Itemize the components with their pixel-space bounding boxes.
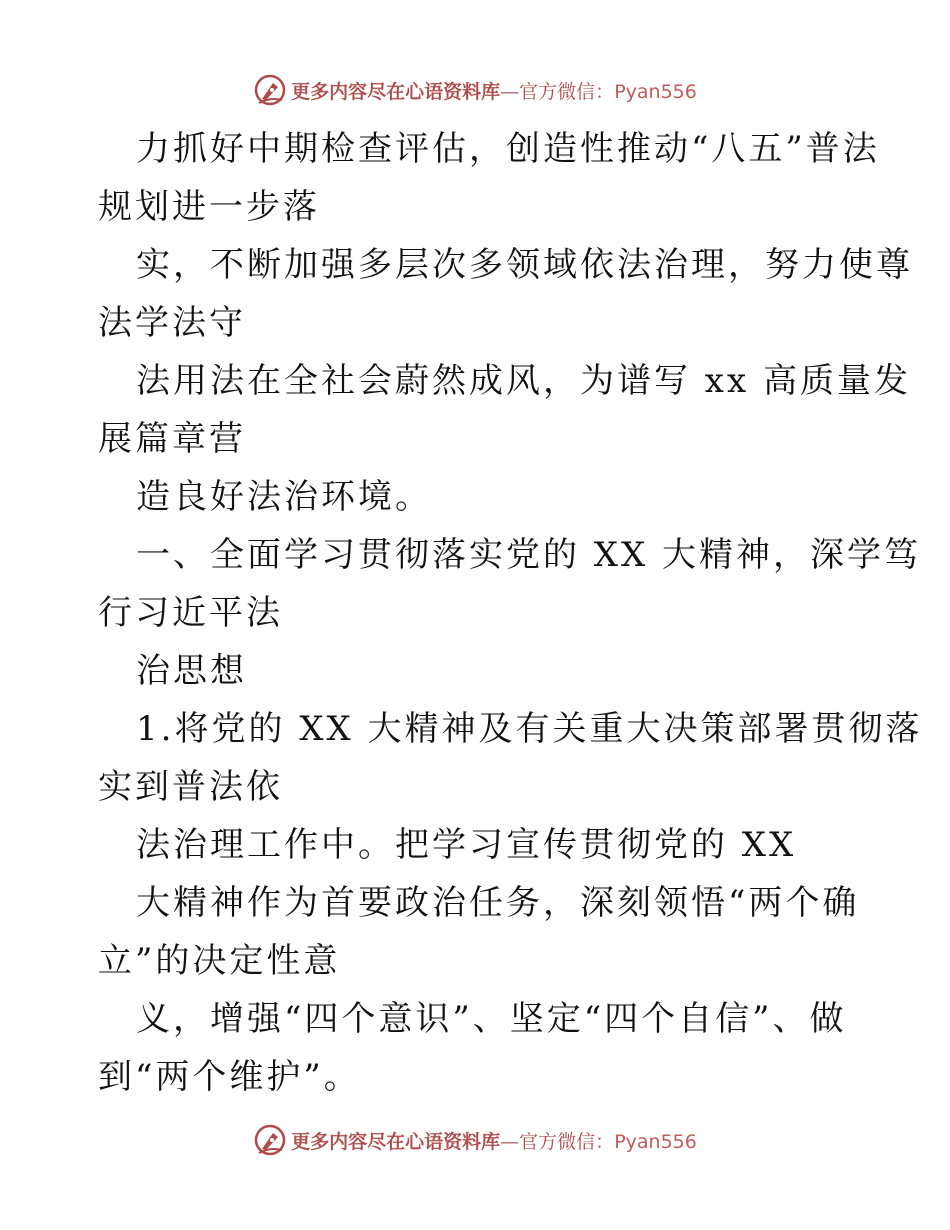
watermark-separator: — <box>500 80 520 103</box>
pen-nib-logo-icon <box>253 73 287 107</box>
text-line: 规划进一步落 <box>98 187 320 227</box>
text-line: 力抓好中期检查评估，创造性推动“八五”普法 <box>136 129 880 169</box>
text-line: 到“两个维护”。 <box>98 1057 361 1097</box>
text-line: 法学法守 <box>98 303 246 343</box>
watermark-main-text: 更多内容尽在心语资料库 <box>291 1130 501 1153</box>
watermark-separator: — <box>500 1130 520 1153</box>
watermark-id: Pyan556 <box>614 80 697 103</box>
text-line: 义，增强“四个意识”、坚定“四个自信”、做 <box>136 999 847 1039</box>
text-line: 大精神作为首要政治任务，深刻领悟“两个确 <box>136 883 860 923</box>
footer-watermark <box>0 1120 950 1160</box>
subsection-heading: 1.将党的 XX 大精神及有关重大决策部署贯彻落 <box>136 709 923 749</box>
watermark-label: 官方微信： <box>519 80 615 103</box>
section-heading-continued: 治思想 <box>136 651 247 691</box>
text-line: 法用法在全社会蔚然成风，为谱写 xx 高质量发 <box>136 361 911 401</box>
header-watermark <box>0 70 950 110</box>
text-line: 实，不断加强多层次多领域依法治理，努力使尊 <box>136 245 913 285</box>
document-body <box>98 120 923 1106</box>
section-heading: 一、全面学习贯彻落实党的 XX 大精神，深学笃 <box>136 535 922 575</box>
pen-nib-logo-icon <box>253 1123 287 1157</box>
watermark-main-text: 更多内容尽在心语资料库 <box>291 80 501 103</box>
watermark-id: Pyan556 <box>614 1130 697 1153</box>
text-line: 实到普法依 <box>98 767 283 807</box>
text-line: 造良好法治环境。 <box>136 477 432 517</box>
section-heading-continued: 行习近平法 <box>98 593 283 633</box>
text-line: 立”的决定性意 <box>98 941 341 981</box>
text-line: 展篇章营 <box>98 419 246 459</box>
watermark-label: 官方微信： <box>519 1130 615 1153</box>
text-line: 法治理工作中。把学习宣传贯彻党的 XX <box>136 825 797 865</box>
